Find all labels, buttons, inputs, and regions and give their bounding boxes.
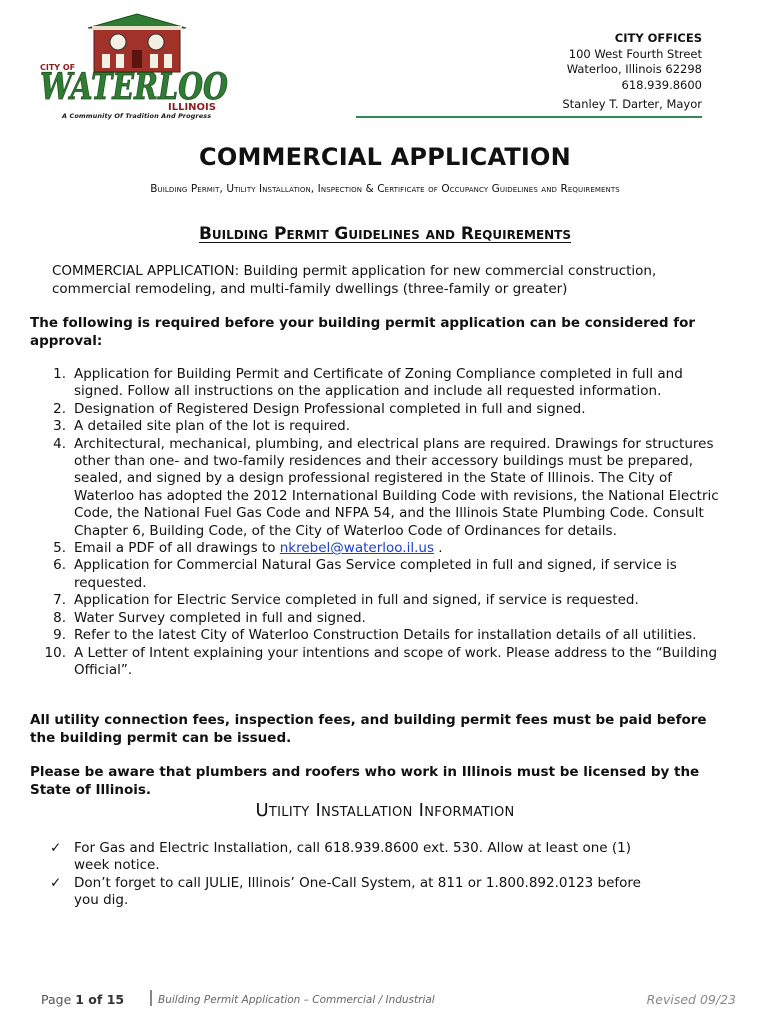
list-item-number: 3.	[53, 418, 66, 435]
list-item	[30, 436, 730, 540]
offices-phone: 618.939.8600	[621, 77, 702, 92]
city-logo	[36, 12, 232, 124]
page-of-word: of	[83, 992, 107, 1007]
list-item-number: 6.	[53, 557, 66, 574]
list-item-text: Email a PDF of all drawings to	[74, 540, 280, 557]
email-link[interactable]: nkrebel@waterloo.il.us	[279, 540, 434, 557]
list-item-text: Refer to the latest City of Waterloo Construction Details for installation details of all utilities.	[74, 627, 697, 644]
list-item-number: 7.	[53, 592, 66, 609]
footer-doc-title: Building Permit Application – Commercial / Industrial	[158, 994, 435, 1006]
intro-paragraph: COMMERCIAL APPLICATION: Building permit application for new commercial construction, commercial remodeling, and multi-family dwellings (three-family or greater)	[52, 263, 657, 297]
requirements-heading: The following is required before your building permit application can be considered for approval:	[30, 315, 696, 349]
list-item-number: 10.	[44, 644, 66, 661]
list-item-text: A Letter of Intent explaining your intentions and scope of work. Please address to the “Building Official”.	[74, 644, 718, 678]
list-item	[50, 840, 650, 875]
list-item-number: 8.	[53, 609, 66, 626]
offices-address-line2: Waterloo, Illinois 62298	[566, 62, 702, 76]
checklist-item-text: Don’t forget to call JULIE, Illinois’ One-Call System, at 811 or 1.800.892.0123 before you dig.	[74, 874, 641, 909]
list-item	[30, 401, 730, 418]
fees-note: All utility connection fees, inspection fees, and building permit fees must be paid before the building permit can be issued.	[30, 712, 707, 746]
utility-checklist	[50, 840, 650, 910]
page-word: Page	[41, 992, 76, 1007]
footer-divider	[150, 990, 152, 1006]
license-note: Please be aware that plumbers and roofers who work in Illinois must be licensed by the State of Illinois.	[30, 764, 700, 798]
checkmark-icon: ✓	[50, 874, 62, 891]
list-item-text: Application for Electric Service completed in full and signed, if service is requested.	[74, 592, 639, 609]
header-divider	[356, 116, 702, 118]
page-subtitle: Building Permit, Utility Installation, Inspection & Certificate of Occupancy Guidelines and Requirements	[150, 183, 620, 195]
list-item-number: 2.	[53, 400, 66, 417]
checkmark-icon: ✓	[50, 840, 62, 856]
list-item	[30, 645, 730, 680]
logo-city-of-text: CITY OF	[40, 63, 76, 72]
page-footer	[36, 990, 736, 1010]
footer-revised: Revised 09/23	[646, 992, 736, 1007]
list-item-text: A detailed site plan of the lot is required.	[74, 418, 351, 435]
list-item	[30, 540, 730, 557]
offices-mayor: Stanley T. Darter, Mayor	[562, 97, 702, 111]
requirements-list	[30, 366, 730, 679]
list-item-text: Application for Building Permit and Certificate of Zoning Compliance completed in full and signed. Follow all instructions on the application and include all requested information.	[74, 366, 683, 400]
list-item-text: Architectural, mechanical, plumbing, and electrical plans are required. Drawings for structures other than one- and two-family residences and their accessory buildings must be prepared, sealed, and signed by a design professional registered in the State of Illinois. The City of Waterloo has adopted the 2012 International Building Code with revisions, the National Electric Code, the National Fuel Gas Code and NFPA 54, and the Illinois State Plumbing Code. Consult Chapter 6, Building Code, of the City of Waterloo Code of Ordinances for details.	[74, 435, 719, 539]
list-item	[30, 627, 730, 644]
list-item	[30, 366, 730, 401]
list-item-number: 5.	[53, 540, 66, 557]
list-item	[50, 875, 650, 910]
list-item-text-suffix: .	[433, 540, 443, 557]
list-item-text: Designation of Registered Design Professional completed in full and signed.	[74, 400, 586, 417]
list-item	[30, 610, 730, 627]
list-item	[30, 557, 730, 592]
checklist-item-text: For Gas and Electric Installation, call 618.939.8600 ext. 530. Allow at least one (1) week notice.	[74, 840, 632, 874]
logo-tagline: A Community Of Tradition And Progress	[62, 112, 212, 120]
list-item	[30, 418, 730, 435]
list-item-number: 9.	[53, 627, 66, 644]
list-item	[30, 592, 730, 609]
page-current: 1	[75, 992, 84, 1007]
list-item-text: Water Survey completed in full and signed.	[74, 609, 366, 626]
offices-heading: CITY OFFICES	[614, 31, 702, 45]
section-heading-utility-installation: Utility Installation Information	[255, 800, 515, 821]
page-number	[41, 992, 124, 1007]
list-item-number: 4.	[53, 435, 66, 452]
page-total: 15	[106, 992, 125, 1007]
logo-illinois-text: ILLINOIS	[168, 102, 216, 112]
list-item-text: Application for Commercial Natural Gas Service completed in full and signed, if service is requested.	[74, 557, 677, 591]
logo-waterloo-text: WATERLOO	[40, 66, 229, 108]
city-hall-logo-graphic	[36, 12, 232, 112]
section-heading-building-permit: Building Permit Guidelines and Requirements	[198, 224, 572, 244]
offices-address-line1: 100 West Fourth Street	[568, 46, 702, 61]
page-title: COMMERCIAL APPLICATION	[199, 143, 571, 171]
list-item-number: 1.	[53, 366, 66, 382]
city-offices-block	[562, 31, 702, 113]
